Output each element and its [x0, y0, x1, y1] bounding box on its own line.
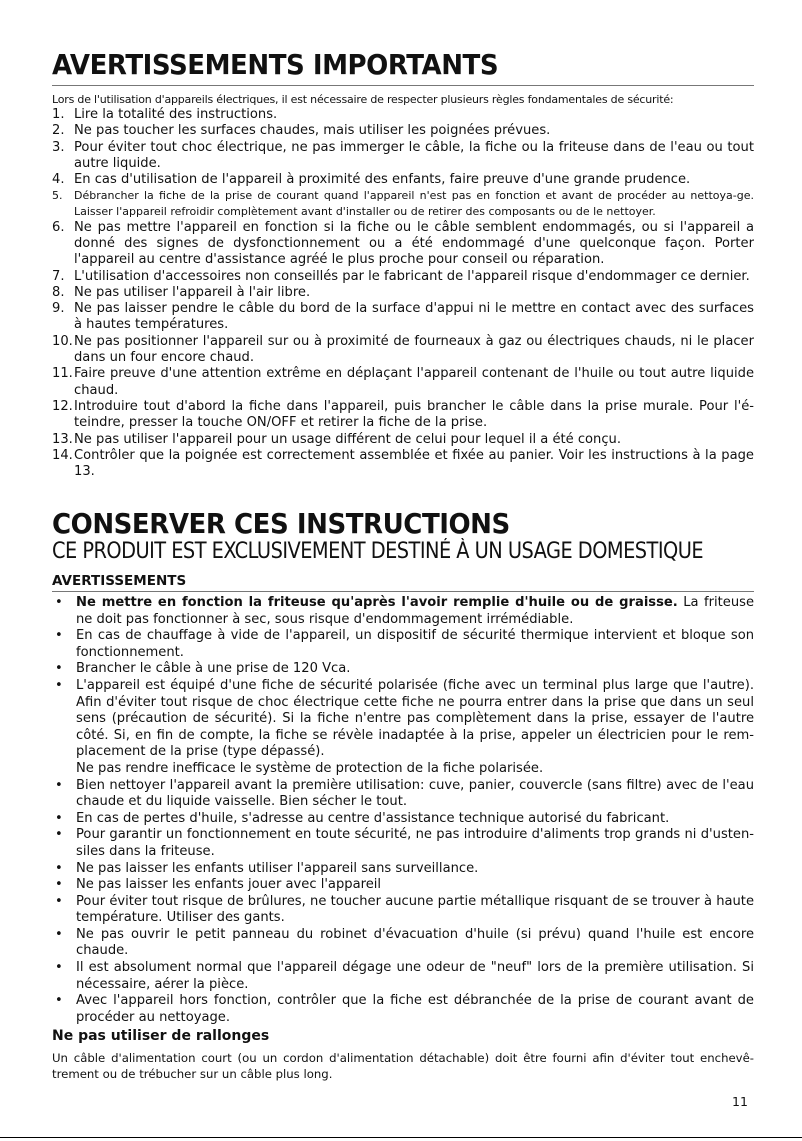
instruction-text: Ne pas utiliser l'appareil pour un usage différent de celui pour lequel il a été conçu.: [74, 431, 622, 447]
instruction-item: [52, 366, 754, 399]
bullet-icon: •: [55, 893, 63, 909]
instruction-text: Faire preuve d'une attention extrême en déplaçant l'appareil contenant de l'huile ou tout autre liquide chaud.: [74, 366, 754, 398]
warning-item: [52, 993, 754, 1026]
instruction-number: 12.: [52, 398, 73, 414]
instruction-text: Contrôler que la poignée est correctement assemblée et fixée au panier. Voir les instructions à la page 13.: [74, 447, 754, 480]
warning-item: [52, 661, 754, 678]
warning-text: Pour garantir un fonctionnement en toute sécurité, ne pas introduire d'aliments trop grands ni d'usten-siles dans la friteuse.: [76, 827, 754, 859]
conserve-title: CONSERVER CES INSTRUCTIONS: [52, 507, 510, 540]
bullet-icon: •: [55, 777, 63, 793]
instruction-item: [52, 334, 754, 367]
instruction-number: 6.: [52, 219, 65, 235]
instruction-item: [52, 301, 754, 334]
instruction-number: 9.: [52, 301, 65, 317]
warning-item: [52, 960, 754, 993]
warning-item: [52, 678, 754, 778]
instruction-number: 3.: [52, 139, 65, 155]
title-divider: [52, 85, 754, 86]
instruction-item: [52, 107, 754, 123]
instruction-item: [52, 399, 754, 432]
warning-item: [52, 877, 754, 894]
warning-item: [52, 628, 754, 661]
instruction-item: [52, 269, 754, 285]
warning-item: [52, 778, 754, 811]
instruction-text: Ne pas positionner l'appareil sur ou à proximité de fourneaux à gaz ou électriques chauds, ni le placer dans un four encore chaud.: [74, 333, 754, 366]
instruction-number: 13.: [52, 431, 73, 447]
page-title: AVERTISSEMENTS IMPORTANTS: [52, 48, 499, 81]
instruction-number: 5.: [52, 189, 63, 203]
instruction-text: Introduire tout d'abord la fiche dans l'appareil, puis brancher le câble dans la prise murale. Pour l'é-teindre, presser la touche ON/OFF et retirer la fiche de la prise.: [74, 398, 754, 431]
instruction-item: [52, 140, 754, 173]
warning-item: [52, 861, 754, 878]
instructions-list: [52, 107, 754, 480]
warning-text: En cas de chauffage à vide de l'appareil, un dispositif de sécurité thermique intervient et bloque son fonctionnement.: [76, 628, 754, 660]
intro-text: Lors de l'utilisation d'appareils électriques, il est nécessaire de respecter plusieurs règles fondamentales de sécurité:: [52, 93, 674, 106]
warning-text: La friteuse ne doit pas fonctionner à sec, sous risque d'endommagement irrémédiable.: [76, 595, 755, 627]
bullet-icon: •: [55, 628, 63, 644]
warnings-list: [52, 595, 754, 1026]
instruction-item: [52, 123, 754, 139]
instruction-text: Ne pas mettre l'appareil en fonction si la fiche ou le câble semblent endommagés, ou si l'appareil a donné des signes de dysfonctionnement ou a été endommagé d'une quelconque façon. Porter l'appareil au centre d'assistance agréé le plus proche pour conseil ou réparation.: [74, 219, 754, 268]
instruction-item: [52, 285, 754, 301]
instruction-number: 8.: [52, 284, 65, 300]
page-number: 11: [732, 1094, 748, 1109]
bullet-icon: •: [55, 877, 63, 893]
warning-item: [52, 894, 754, 927]
instruction-text: Ne pas toucher les surfaces chaudes, mais utiliser les poignées prévues.: [74, 123, 551, 139]
warnings-divider: [52, 591, 754, 592]
instruction-number: 11.: [52, 366, 73, 382]
warning-text: Avec l'appareil hors fonction, contrôler que la fiche est débranchée de la prise de courant avant de procéder au nettoyage.: [76, 993, 754, 1025]
instruction-number: 2.: [52, 123, 65, 139]
instruction-text: Débrancher la fiche de la prise de courant quand l'appareil n'est pas en fonction et avant de procéder au nettoya-ge. Laisser l'appareil refroidir complètement avant d'installer ou de retirer des composants ou de le nettoyer.: [74, 189, 754, 219]
warning-text: L'appareil est équipé d'une fiche de sécurité polarisée (fiche avec un terminal plus large que l'autre). Afin d'éviter tout risque de choc électrique cette fiche ne pourra entrer dans la prise que dans un seul sens (précaution de sécurité). Si la fiche n'entre pas complètement dans la prise, essayer de l'autre côté. Si, en fin de compte, la fiche se révèle inadaptée à la prise, appeler un électricien pour le rem-placement de la prise (type dépassé).: [76, 677, 754, 760]
bullet-icon: •: [55, 677, 63, 693]
instruction-text: En cas d'utilisation de l'appareil à proximité des enfants, faire preuve d'une grande prudence.: [74, 172, 691, 188]
bullet-icon: •: [55, 827, 63, 843]
bullet-icon: •: [55, 993, 63, 1009]
warning-text: En cas de pertes d'huile, s'adresse au centre d'assistance technique autorisé du fabricant.: [76, 810, 670, 826]
instruction-number: 14.: [52, 447, 73, 463]
warning-item: [52, 811, 754, 828]
warning-text: Pour éviter tout risque de brûlures, ne toucher aucune partie métallique risquant de se trouver à haute température. Utiliser des gants.: [76, 893, 754, 926]
extension-cord-heading: Ne pas utiliser de rallonges: [52, 1028, 270, 1044]
extension-cord-text: Un câble d'alimentation court (ou un cordon d'alimentation détachable) doit être fourni afin d'éviter tout enchevê-trement ou de trébucher sur un câble plus long.: [52, 1051, 754, 1081]
instruction-text: L'utilisation d'accessoires non conseillés par le fabricant de l'appareil risque d'endommager ce dernier.: [74, 268, 750, 284]
bullet-icon: •: [55, 595, 63, 610]
instruction-text: Ne pas utiliser l'appareil à l'air libre.: [74, 284, 311, 300]
instruction-number: 4.: [52, 172, 65, 188]
warning-text: Brancher le câble à une prise de 120 Vca.: [76, 661, 351, 677]
warning-text: Ne pas laisser les enfants utiliser l'appareil sans surveillance.: [76, 860, 479, 876]
instruction-number: 7.: [52, 268, 65, 284]
warning-text: Il est absolument normal que l'appareil dégage une odeur de "neuf" lors de la première utilisation. Si nécessaire, aérer la pièce.: [76, 960, 754, 992]
bullet-icon: •: [55, 926, 63, 942]
instruction-item: [52, 188, 754, 219]
warnings-heading: AVERTISSEMENTS: [52, 573, 187, 589]
warning-extra-text: Ne pas rendre inefficace le système de protection de la fiche polarisée.: [76, 760, 544, 776]
warning-item: [52, 827, 754, 860]
warning-item: [52, 595, 754, 628]
instruction-text: Lire la totalité des instructions.: [74, 107, 278, 122]
bullet-icon: •: [55, 960, 63, 976]
warning-bold-text: Ne mettre en fonction la friteuse qu'après l'avoir remplie d'huile ou de graisse.: [76, 595, 678, 610]
domestic-use-subtitle: CE PRODUIT EST EXCLUSIVEMENT DESTINÉ À UN USAGE DOMESTIQUE: [52, 539, 704, 564]
warning-text: Bien nettoyer l'appareil avant la première utilisation: cuve, panier, couvercle (sans filtre) avec de l'eau chaude et du liquide vaisselle. Bien sécher le tout.: [76, 777, 754, 810]
instruction-text: Pour éviter tout choc électrique, ne pas immerger le câble, la fiche ou la friteuse dans de l'eau ou tout autre liquide.: [74, 139, 754, 171]
bullet-icon: •: [55, 661, 63, 677]
warning-text: Ne pas ouvrir le petit panneau du robinet d'évacuation d'huile (si prévu) quand l'huile est encore chaude.: [76, 926, 754, 959]
instruction-item: [52, 220, 754, 269]
instruction-number: 1.: [52, 107, 65, 122]
instruction-text: Ne pas laisser pendre le câble du bord de la surface d'appui ni le mettre en contact avec des surfaces à hautes températures.: [74, 301, 754, 333]
warning-item: [52, 927, 754, 960]
instruction-item: [52, 448, 754, 481]
instruction-number: 10.: [52, 333, 73, 349]
instruction-item: [52, 432, 754, 448]
instruction-item: [52, 172, 754, 188]
bullet-icon: •: [55, 810, 63, 826]
bottom-divider: [0, 1137, 802, 1138]
bullet-icon: •: [55, 860, 63, 876]
warning-text: Ne pas laisser les enfants jouer avec l'appareil: [76, 877, 382, 893]
